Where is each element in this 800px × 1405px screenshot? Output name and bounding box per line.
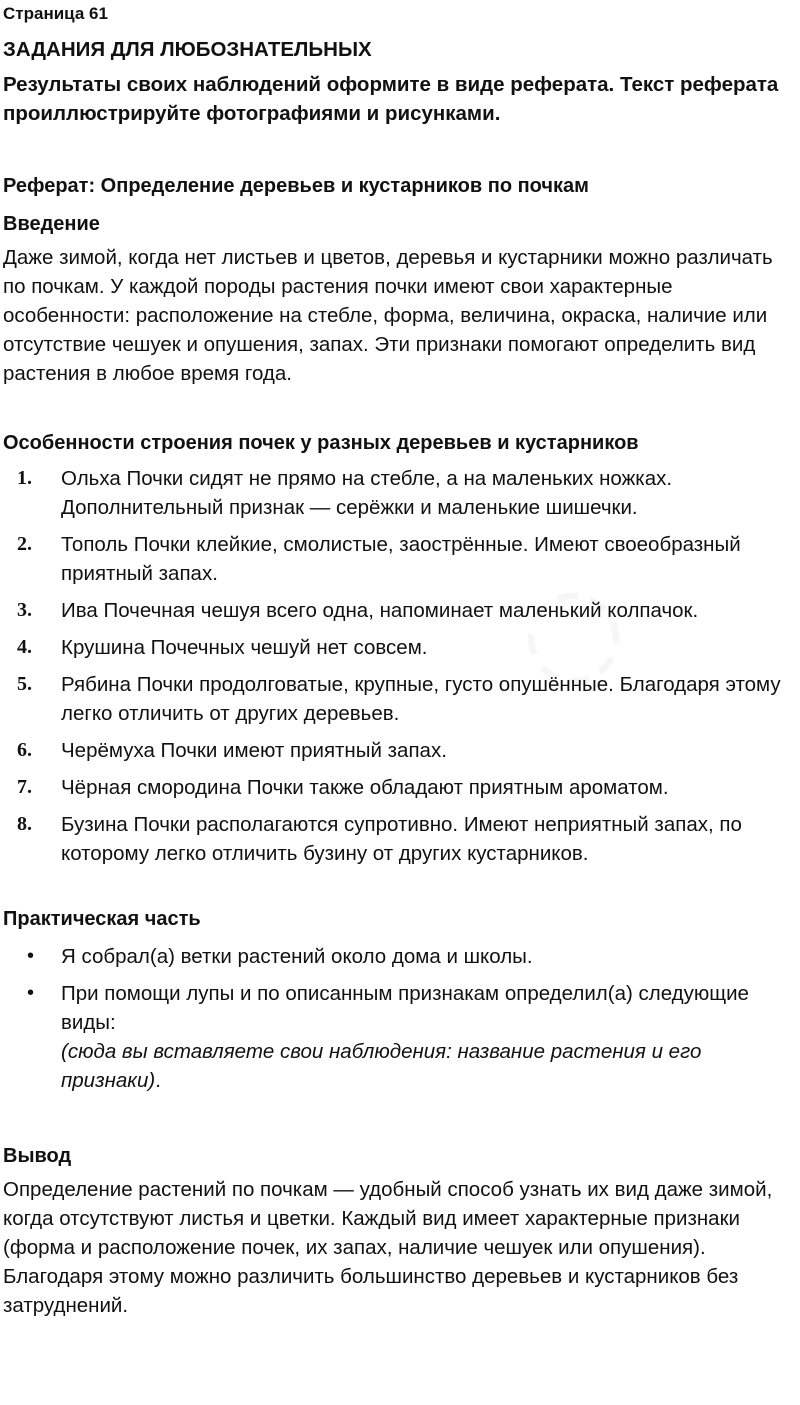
list-item: [3, 942, 798, 971]
page-label: Страница 61: [3, 4, 108, 23]
list-item: [3, 633, 798, 662]
features-list: [3, 464, 798, 868]
conclusion-text: Определение растений по почкам — удобный способ узнать их вид даже зимой, когда отсутствуют листья и цветки. Каждый вид имеет характерные признаки (форма и расположение почек, их запах, наличие чешуек или опушения). Благодаря этому можно различить большинство деревьев и кустарников без затруднений.: [3, 1178, 773, 1317]
list-number: 7.: [17, 776, 32, 798]
conclusion-heading: Вывод: [3, 1145, 72, 1167]
list-item-text: Рябина Почки продолговатые, крупные, густо опушённые. Благодаря этому легко отличить от других деревьев.: [61, 673, 781, 725]
essay-title: Реферат: Определение деревьев и кустарников по почкам: [3, 175, 589, 197]
list-item-text: Бузина Почки располагаются супротивно. Имеют неприятный запах, по которому легко отличить бузину от других кустарников.: [61, 813, 742, 865]
list-item: [3, 773, 798, 802]
intro-heading: Введение: [3, 213, 100, 235]
bullet-icon: •: [27, 982, 35, 1004]
practice-list: [3, 942, 798, 1095]
list-item: [3, 670, 798, 728]
list-item-text: Чёрная смородина Почки также обладают приятным ароматом.: [61, 776, 669, 799]
list-number: 5.: [17, 673, 32, 695]
list-item-text: Ива Почечная чешуя всего одна, напоминает маленький колпачок.: [61, 599, 699, 622]
bullet-icon: •: [27, 945, 35, 967]
list-number: 4.: [17, 636, 32, 658]
list-item: [3, 530, 798, 588]
list-number: 6.: [17, 739, 32, 761]
list-item: [3, 810, 798, 868]
list-item: [3, 979, 798, 1095]
list-item: [3, 464, 798, 522]
instruction-note-period: .: [155, 1069, 161, 1092]
list-item-text: Черёмуха Почки имеют приятный запах.: [61, 739, 447, 762]
list-item-text: Ольха Почки сидят не прямо на стебле, а на маленьких ножках. Дополнительный признак — серёжки и маленькие шишечки.: [61, 467, 673, 519]
list-item-text: Крушина Почечных чешуй нет совсем.: [61, 636, 428, 659]
list-item: [3, 596, 798, 625]
intro-text: Даже зимой, когда нет листьев и цветов, деревья и кустарники можно различать по почкам. У каждой породы растения почки имеют свои характерные особенности: расположение на стебле, форма, величина, окраска, наличие или отсутствие чешуек и опушения, запах. Эти признаки помогают определить вид растения в любое время года.: [3, 246, 773, 385]
section-title: ЗАДАНИЯ ДЛЯ ЛЮБОЗНАТЕЛЬНЫХ: [3, 38, 372, 61]
list-number: 2.: [17, 533, 32, 555]
list-item-text: При помощи лупы и по описанным признакам определил(а) следующие виды:: [61, 982, 749, 1034]
instruction-note: [61, 1037, 798, 1095]
list-item-text: Тополь Почки клейкие, смолистые, заострённые. Имеют своеобразный приятный запах.: [61, 533, 741, 585]
instruction-note-text: (сюда вы вставляете свои наблюдения: название растения и его признаки): [61, 1040, 702, 1092]
list-item: [3, 736, 798, 765]
list-number: 1.: [17, 467, 32, 489]
task-text: Результаты своих наблюдений оформите в виде реферата. Текст реферата проиллюстрируйте фотографиями и рисунками.: [3, 73, 779, 125]
list-number: 3.: [17, 599, 32, 621]
features-heading: Особенности строения почек у разных деревьев и кустарников: [3, 432, 639, 454]
practice-heading: Практическая часть: [3, 908, 201, 930]
list-number: 8.: [17, 813, 32, 835]
list-item-text: Я собрал(а) ветки растений около дома и школы.: [61, 945, 533, 968]
